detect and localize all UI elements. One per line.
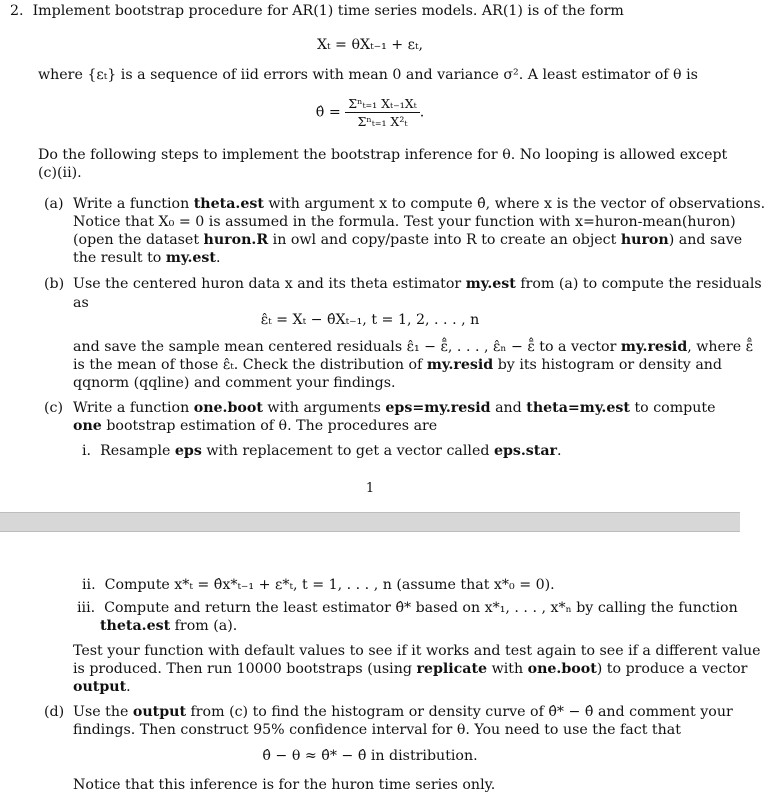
part-b-label: (b) xyxy=(44,276,65,292)
residual-equation: ε̂ₜ = Xₜ − θ̂Xₜ₋₁, t = 1, 2, . . . , n xyxy=(260,312,480,328)
argument-eps: eps=my.resid xyxy=(385,400,491,416)
step-i-label: i. xyxy=(82,443,92,459)
variable-my-est: my.est xyxy=(465,276,516,292)
part-c-test-line-1: Test your function with default values to see if it works and test again to see if a different value xyxy=(73,643,761,659)
estimator-period: . xyxy=(419,104,425,121)
object-name: huron xyxy=(620,232,669,248)
function-name-one-boot: one.boot xyxy=(193,400,263,416)
step-iii-text: from (a). xyxy=(170,618,238,634)
part-b-line-5: qqnorm (qqline) and comment your findings. xyxy=(73,375,396,391)
step-ii xyxy=(82,576,555,594)
part-d-label: (d) xyxy=(44,704,65,720)
variable-eps: eps xyxy=(174,443,202,459)
variable-output: output xyxy=(73,679,127,695)
step-ii-text: Compute x*ₜ = θ̂x*ₜ₋₁ + ε*ₜ, t = 1, . . . , n (assume that x*₀ = 0). xyxy=(104,577,555,593)
estimator-numerator: Σⁿₜ₌₁ Xₜ₋₁Xₜ xyxy=(345,96,419,113)
variable-my-resid: my.resid xyxy=(620,339,688,355)
part-c-text: to compute xyxy=(629,400,716,416)
part-d-line-2: findings. Then construct 95% confidence interval for θ. You need to use the fact that xyxy=(73,722,681,738)
part-c-text: with arguments xyxy=(262,400,386,416)
part-c-text: ) to produce a vector xyxy=(596,661,748,677)
part-c-text: with xyxy=(487,661,528,677)
part-b-text: and save the sample mean centered residuals ε̂₁ − ε̄̂, . . . , ε̂ₙ − ε̄̂ to a vector xyxy=(73,339,621,355)
problem-number: 2. xyxy=(10,3,24,19)
argument-theta: theta=my.est xyxy=(526,400,630,416)
part-b-line-2: as xyxy=(73,295,89,311)
variable-eps-star: eps.star xyxy=(493,443,558,459)
distribution-equation: θ̂ − θ ≈ θ̂* − θ̂ in distribution. xyxy=(262,748,478,764)
part-c-text: is produced. Then run 10000 bootstraps (using xyxy=(73,661,417,677)
part-c-line-1 xyxy=(73,399,715,417)
where-line: where {εₜ} is a sequence of iid errors with mean 0 and variance σ². A least estimator of θ is xyxy=(38,67,698,83)
part-a-text: (open the dataset xyxy=(73,232,204,248)
step-ii-label: ii. xyxy=(82,577,96,593)
part-a-text: Write a function xyxy=(73,196,194,212)
part-c-test-line-3 xyxy=(73,678,131,696)
part-a-text: with argument x to compute θ̂, where x is the vector of observations. xyxy=(263,196,765,212)
problem-header xyxy=(10,2,624,20)
step-i-text: with replacement to get a vector called xyxy=(201,443,494,459)
part-c-text: and xyxy=(490,400,527,416)
step-iii xyxy=(77,599,738,617)
problem-intro: Implement bootstrap procedure for AR(1) time series models. AR(1) is of the form xyxy=(32,3,624,19)
part-c-test-line-2 xyxy=(73,660,747,678)
part-a-text: the result to xyxy=(73,250,166,266)
part-c-label: (c) xyxy=(44,400,64,416)
part-c-text: bootstrap estimation of θ. The procedures are xyxy=(101,418,438,434)
part-a-label: (a) xyxy=(44,196,64,212)
step-i-text: Resample xyxy=(100,443,175,459)
variable-output: output xyxy=(132,704,187,720)
part-b-text: Use the centered huron data x and its theta estimator xyxy=(73,276,466,292)
part-d-line-1 xyxy=(73,703,733,721)
part-a-line-1 xyxy=(73,195,765,213)
step-iii-label: iii. xyxy=(77,600,96,616)
part-a-line-3 xyxy=(73,231,742,249)
part-c-text: . xyxy=(126,679,131,695)
emphasis-one: one xyxy=(73,418,102,434)
part-c-text: Write a function xyxy=(73,400,194,416)
part-a-text: in owl and copy/paste into R to create an object xyxy=(268,232,621,248)
function-name-theta-est: theta.est xyxy=(100,618,171,634)
variable-my-resid: my.resid xyxy=(426,357,494,373)
step-i xyxy=(82,442,562,460)
part-a-line-4 xyxy=(73,249,221,267)
step-iii-text: Compute and return the least estimator θ̂* based on x*₁, . . . , x*ₙ by calling the function xyxy=(104,600,738,616)
part-a-text: ) and save xyxy=(668,232,743,248)
step-iii-line-2 xyxy=(100,617,237,635)
page-break xyxy=(0,512,740,532)
part-d-note: Notice that this inference is for the huron time series only. xyxy=(73,777,496,793)
part-c-line-2 xyxy=(73,417,437,435)
variable-my-est: my.est xyxy=(165,250,216,266)
part-a-text: . xyxy=(215,250,221,266)
estimator-lhs: θ̂ = xyxy=(315,104,341,121)
model-equation: Xₜ = θXₜ₋₁ + εₜ, xyxy=(316,37,424,53)
part-b-text: from (a) to compute the residuals xyxy=(515,276,762,292)
function-name-replicate: replicate xyxy=(416,661,488,677)
estimator-fraction xyxy=(345,96,419,129)
part-d-text: from (c) to find the histogram or density curve of θ̂* − θ̂ and comment your xyxy=(186,704,733,720)
part-b-line-4 xyxy=(73,356,722,374)
steps-line-2: (c)(ii). xyxy=(38,165,82,181)
part-b-text: , where ε̄̂ xyxy=(687,339,753,355)
step-i-text: . xyxy=(557,443,562,459)
part-b-text: by its histogram or density and xyxy=(493,357,723,373)
part-a-line-2: Notice that X₀ = 0 is assumed in the formula. Test your function with x=huron-mean(huron) xyxy=(73,214,736,230)
estimator-equation xyxy=(0,96,740,129)
estimator-denominator: Σⁿₜ₌₁ X²ₜ xyxy=(357,114,408,129)
part-b-text: is the mean of those ε̂ₜ. Check the distribution of xyxy=(73,357,427,373)
steps-line-1: Do the following steps to implement the bootstrap inference for θ. No looping is allowed except xyxy=(38,147,728,163)
part-b-line-1 xyxy=(73,275,762,293)
function-name-theta-est: theta.est xyxy=(193,196,264,212)
page-number: 1 xyxy=(365,481,375,496)
part-b-line-3 xyxy=(73,338,753,356)
part-d-text: Use the xyxy=(73,704,133,720)
page-2 xyxy=(0,532,761,798)
dataset-name: huron.R xyxy=(203,232,269,248)
function-name-one-boot: one.boot xyxy=(527,661,597,677)
